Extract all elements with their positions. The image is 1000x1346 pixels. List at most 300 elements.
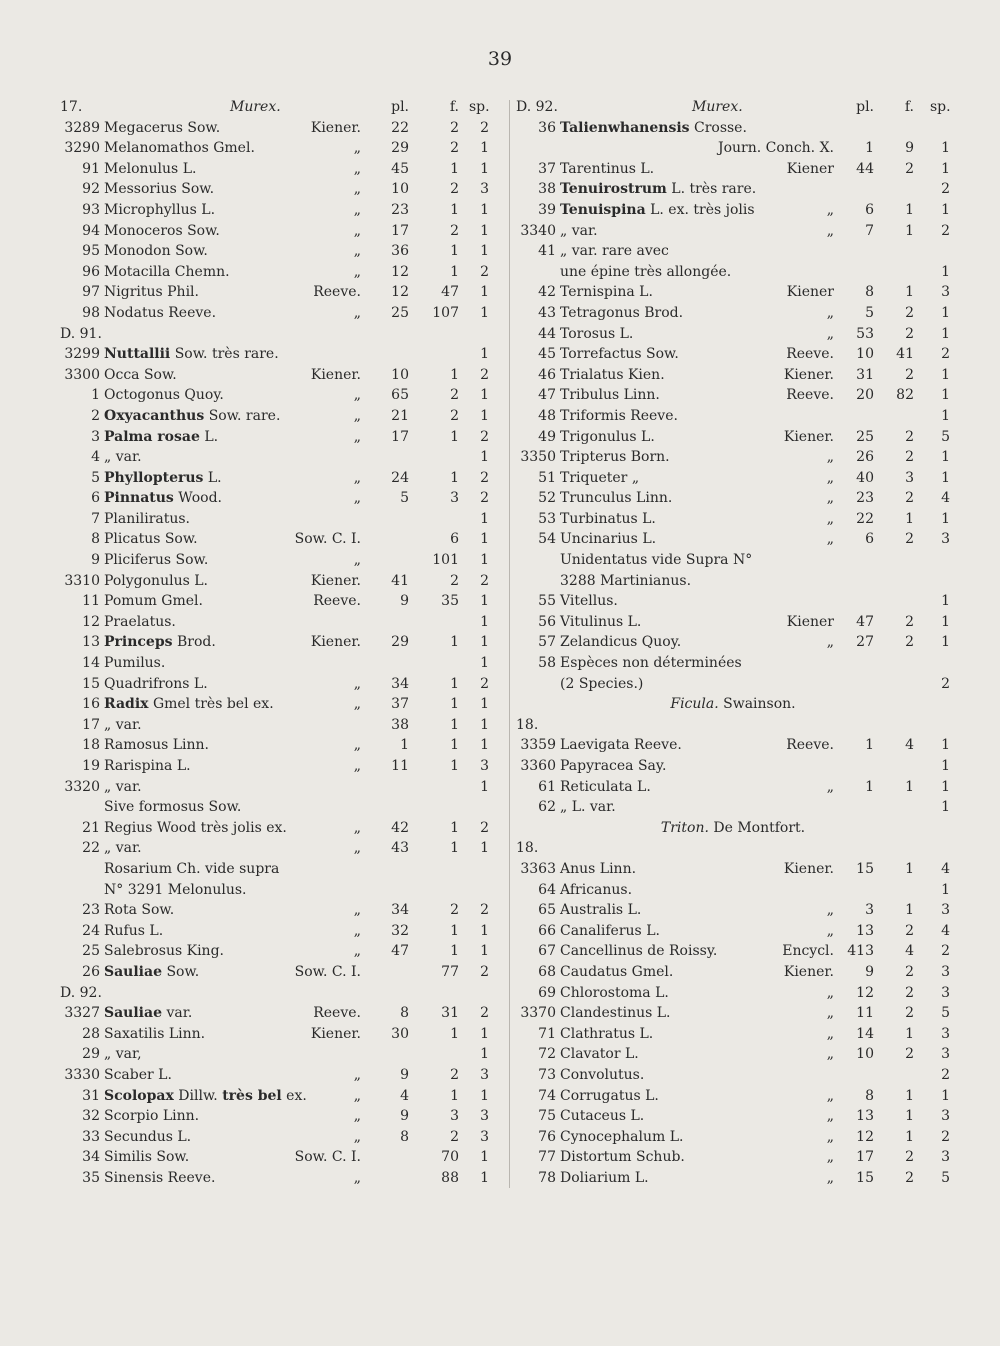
item-name [560,324,633,345]
table-row [516,159,950,180]
item-name-text: Zelandicus Quoy. [560,634,682,651]
item-specimens: 1 [480,922,489,939]
item-specimens: 1 [480,510,489,527]
item-authority: Kiener. [310,634,361,651]
item-number: 18 [82,737,100,754]
item-name-text: Caudatus Gmel. [560,963,674,980]
item-specimens: 5 [941,1169,950,1186]
item-name-text: Motacilla Chemn. [104,263,230,280]
item-figure: 1 [905,860,914,877]
item-name [104,427,218,448]
item-name-text: Regius Wood très jolis ex. [104,819,287,836]
item-authority: „ [826,1005,834,1022]
item-name-text: Nodatus Reeve. [104,304,217,321]
item-name-text: Scorpio Linn. [104,1108,200,1125]
item-name-bold: Talienwhanensis [560,119,690,136]
item-specimens: 3 [941,1149,950,1166]
table-row [60,241,497,262]
table-row [60,756,497,777]
item-number: 51 [538,469,556,486]
header-genus: Murex. [692,99,743,115]
item-figure: 2 [450,1128,459,1145]
item-name-text: Torrefactus Sow. [560,346,679,363]
item-name-text: Vitellus. [560,593,618,610]
item-number: 3289 [64,119,100,136]
item-figure: 2 [450,140,459,157]
item-specimens: 2 [941,1066,950,1083]
item-plate: 26 [856,449,874,466]
table-row [60,1147,497,1168]
item-figure: 1 [450,696,459,713]
item-authority: Reeve. [313,1005,361,1022]
item-figure: 1 [905,1025,914,1042]
item-number: 94 [82,222,100,239]
item-figure: 31 [441,1005,459,1022]
table-row [60,550,497,571]
item-number: 11 [82,593,100,610]
item-specimens: 3 [480,758,489,774]
item-name [104,900,174,921]
item-plate: 10 [856,346,874,363]
table-row [516,303,950,324]
item-name-continued: une épine très allongée. [560,263,732,280]
item-name [560,1168,649,1189]
item-authority: Sow. C. I. [294,963,361,980]
item-figure: 4 [905,737,914,754]
section-label: D. 92. [60,984,102,1001]
item-figure: 1 [905,1108,914,1125]
table-row [60,859,497,880]
item-authority: „ [826,510,834,527]
item-figure: 47 [441,284,459,301]
item-plate: 20 [856,387,874,404]
item-name [104,447,142,468]
item-figure: 2 [905,613,914,630]
table-row [60,303,497,324]
item-specimens: 1 [941,593,950,610]
item-number: 75 [538,1108,556,1125]
table-row [516,1147,950,1168]
item-name-text: Triformis Reeve. [560,407,678,424]
item-authority: „ [353,1066,361,1083]
item-specimens: 1 [480,737,489,754]
item-name-continued: (2 Species.) [560,675,644,692]
table-row [516,385,950,406]
item-specimens: 1 [480,593,489,610]
item-figure: 2 [905,984,914,1001]
item-number: 12 [82,613,100,630]
item-number: 19 [82,758,100,774]
item-name [104,715,142,736]
table-row [516,818,950,839]
item-name-text: Clavator L. [560,1046,639,1063]
item-name-text: Chlorostoma L. [560,984,669,1001]
item-name-text: Quadrifrons L. [104,675,208,692]
item-plate: 12 [856,1128,874,1145]
item-figure: 2 [905,1046,914,1063]
item-number: 32 [82,1108,100,1125]
item-plate: 9 [400,1108,409,1125]
item-specimens: 1 [480,449,489,466]
table-row [516,983,950,1004]
item-plate: 29 [391,634,409,651]
item-number: 66 [538,922,556,939]
item-specimens: 1 [941,469,950,486]
item-number: 7 [91,510,100,527]
item-plate: 25 [391,304,409,321]
item-figure: 1 [450,263,459,280]
item-specimens: 2 [941,943,950,960]
table-row [516,735,950,756]
item-name-text: Trigonulus L. [560,428,655,445]
item-name-text: Praelatus. [104,613,176,630]
item-plate: 10 [856,1046,874,1063]
item-name [104,159,196,180]
item-name-text: Corrugatus L. [560,1087,659,1104]
item-figure: 2 [450,119,459,136]
item-authority: „ [353,943,361,960]
item-plate: 5 [865,304,874,321]
item-name-continued: N° 3291 Melonulus. [104,881,247,898]
item-number: 26 [82,963,100,980]
item-specimens: 1 [480,840,489,857]
item-name [104,756,191,777]
item-name [560,488,672,509]
table-row [60,941,497,962]
item-specimens: 2 [480,366,489,383]
item-figure: 107 [432,304,459,321]
item-authority: Reeve. [786,346,834,363]
table-row [60,632,497,653]
item-number: 55 [538,593,556,610]
table-row [516,1168,950,1189]
item-name-text: Torosus L. [560,325,634,342]
item-plate: 23 [391,201,409,218]
item-authority: „ [353,840,361,857]
item-name [560,447,670,468]
item-name [104,385,224,406]
table-row [60,900,497,921]
item-name-text: Tetragonus Brod. [560,304,684,321]
table-row [516,468,950,489]
item-specimens: 3 [941,902,950,919]
item-name [560,756,666,777]
item-name-bold: Radix [104,696,149,713]
item-name [104,612,176,633]
item-authority: „ [826,778,834,795]
item-name [104,282,199,303]
item-number: 3327 [64,1005,100,1022]
item-name-continued: Sive formosus Sow. [104,799,242,816]
item-number: 34 [82,1149,100,1166]
item-figure: 2 [905,490,914,507]
table-row [60,406,497,427]
item-name-text: Wood. [178,490,222,507]
item-number: 58 [538,655,556,672]
item-plate: 31 [856,366,874,383]
item-name [560,1106,644,1127]
table-row [516,221,950,242]
item-figure: 2 [905,634,914,651]
item-specimens: 1 [941,799,950,816]
item-number: 5 [91,469,100,486]
item-name [560,385,660,406]
item-name-text: Clathratus L. [560,1025,654,1042]
item-name-text: Melonulus L. [104,160,197,177]
item-name-text: Pomum Gmel. [104,593,203,610]
item-specimens: 1 [480,387,489,404]
item-figure: 82 [896,387,914,404]
item-specimens: 1 [480,160,489,177]
item-name-text: Espèces non déterminées [560,655,742,672]
item-number: 67 [538,943,556,960]
item-figure: 2 [905,366,914,383]
item-plate: 12 [856,984,874,1001]
table-row [60,571,497,592]
item-name [560,159,654,180]
item-specimens: 2 [941,181,950,198]
section-genus: Ficula. [670,696,719,713]
table-row [60,1003,497,1024]
item-name [560,529,656,550]
item-name [560,1127,683,1148]
item-authority: „ [826,1169,834,1186]
item-specimens: 2 [480,263,489,280]
item-name-text: Pumilus. [104,655,166,672]
item-name-text: Convolutus. [560,1066,645,1083]
table-row [516,756,950,777]
item-number: 42 [538,284,556,301]
item-specimens: 2 [480,1005,489,1022]
item-authority: „ [353,201,361,218]
table-row [516,324,950,345]
item-name [104,1147,189,1168]
item-name [104,962,199,983]
item-name [104,344,279,365]
table-row [516,571,950,592]
item-authority: „ [826,531,834,548]
item-specimens: 1 [941,387,950,404]
item-name-continued: Unidentatus vide Supra N° [560,552,753,569]
item-specimens: 1 [480,1169,489,1186]
item-name [560,1086,659,1107]
item-number: 44 [538,325,556,342]
item-name [560,365,665,386]
item-figure: 1 [905,201,914,218]
table-row [516,488,950,509]
table-row [60,344,497,365]
item-number: 16 [82,696,100,713]
item-specimens: 2 [480,902,489,919]
table-row [60,447,497,468]
item-authority: „ [826,984,834,1001]
item-authority: Kiener [786,284,834,301]
item-name-text: Laevigata Reeve. [560,737,682,754]
item-name [560,880,632,901]
item-name-text: Tribulus Linn. [560,387,660,404]
item-plate: 9 [400,1066,409,1083]
item-plate: 24 [391,469,409,486]
item-name-text: Saxatilis Linn. [104,1025,206,1042]
item-plate: 1 [865,778,874,795]
item-specimens: 1 [941,634,950,651]
item-name-text: Australis L. [560,902,642,919]
item-plate: 27 [856,634,874,651]
table-row [516,138,950,159]
item-name [104,1065,172,1086]
item-specimens: 1 [480,943,489,960]
item-figure: 1 [450,819,459,836]
item-name-text: Polygonulus L. [104,572,208,589]
item-number: 2 [91,407,100,424]
item-plate: 21 [391,407,409,424]
table-row [60,488,497,509]
item-number: 3350 [520,449,556,466]
item-authority: „ [826,634,834,651]
item-name [560,282,653,303]
header-pl: pl. [856,99,874,115]
item-name [560,509,656,530]
section-author: De Montfort. [713,819,806,836]
item-plate: 34 [391,675,409,692]
table-row [516,241,950,262]
item-figure: 1 [450,428,459,445]
item-authority: „ [826,201,834,218]
item-name-text: L. très rare. [671,181,757,198]
item-name [560,1024,653,1045]
item-authority: „ [353,243,361,260]
item-number: 3370 [520,1005,556,1022]
item-plate: 22 [856,510,874,527]
item-figure: 1 [450,716,459,733]
item-name [104,221,220,242]
item-number: 17 [82,716,100,733]
table-row [60,262,497,283]
item-name [104,735,209,756]
item-authority: Kiener. [310,572,361,589]
item-figure: 1 [450,366,459,383]
item-authority: „ [353,428,361,445]
item-number: 62 [538,799,556,816]
header-sp: sp. [469,99,490,115]
item-plate: 47 [856,613,874,630]
table-row [516,797,950,818]
item-name [104,1168,215,1189]
item-name-text: var. [166,1005,193,1022]
item-number: 68 [538,963,556,980]
table-row [60,468,497,489]
item-specimens: 3 [941,1046,950,1063]
item-number: 65 [538,902,556,919]
item-plate: 53 [856,325,874,342]
item-authority: Kiener. [310,1025,361,1042]
item-specimens: 1 [480,531,489,548]
item-name-text: Rota Sow. [104,902,175,919]
item-specimens: 1 [480,407,489,424]
item-number: 48 [538,407,556,424]
table-row [516,1024,950,1045]
table-row [60,509,497,530]
item-authority: „ [826,449,834,466]
item-figure: 1 [450,758,459,774]
item-name-text: Messorius Sow. [104,181,215,198]
section-label: 18. [516,716,539,733]
table-row [516,838,950,859]
item-name-text: „ var. [104,840,142,857]
item-number: 28 [82,1025,100,1042]
item-authority: Reeve. [786,737,834,754]
item-name-text: Triqueter „ [560,469,640,486]
item-name-text: Occa Sow. [104,366,177,383]
item-number: 64 [538,881,556,898]
item-specimens: 1 [480,222,489,239]
item-figure: 1 [450,943,459,960]
table-row [516,694,950,715]
table-row [516,900,950,921]
item-figure: 1 [450,634,459,651]
item-name [104,138,255,159]
item-name-bold: Pinnatus [104,490,174,507]
table-row [60,1106,497,1127]
item-name-text: Distortum Schub. [560,1149,685,1166]
item-name-text: Africanus. [560,881,633,898]
item-figure: 2 [905,160,914,177]
item-specimens: 1 [941,758,950,774]
item-authority: „ [353,181,361,198]
item-number: 3320 [64,778,100,795]
item-number: 21 [82,819,100,836]
item-name-bold: Palma rosae [104,428,200,445]
item-specimens: 3 [480,1108,489,1125]
item-plate: 17 [391,428,409,445]
table-row [516,859,950,880]
item-plate: 7 [865,222,874,239]
table-row [60,365,497,386]
item-specimens: 1 [480,778,489,795]
table-row [516,653,950,674]
item-specimens: 2 [480,119,489,136]
item-plate: 8 [400,1128,409,1145]
item-authority: „ [826,469,834,486]
item-name-bold: Tenuirostrum [560,181,667,198]
item-authority: „ [353,922,361,939]
item-name-text: Reticulata L. [560,778,651,795]
column-divider [509,100,510,1188]
item-authority: „ [826,222,834,239]
item-plate: 12 [391,263,409,280]
item-name-text: Trialatus Kien. [560,366,665,383]
item-name-text: Sow. très rare. [174,346,279,363]
item-figure: 2 [905,531,914,548]
item-name-text: Brod. [176,634,216,651]
item-plate: 22 [391,119,409,136]
item-specimens: 3 [941,531,950,548]
item-figure: 2 [450,1066,459,1083]
item-name-text: Gmel très bel ex. [152,696,274,713]
item-number: 3330 [64,1066,100,1083]
item-figure: 1 [905,778,914,795]
table-row [516,118,950,139]
item-name-text: Crosse. [693,119,747,136]
item-specimens: 2 [480,675,489,692]
item-figure: 1 [450,840,459,857]
item-plate: 11 [391,758,409,774]
item-number: 93 [82,201,100,218]
table-row [516,921,950,942]
item-name-text: Monoceros Sow. [104,222,220,239]
item-authority: „ [353,222,361,239]
column-header [60,97,497,118]
